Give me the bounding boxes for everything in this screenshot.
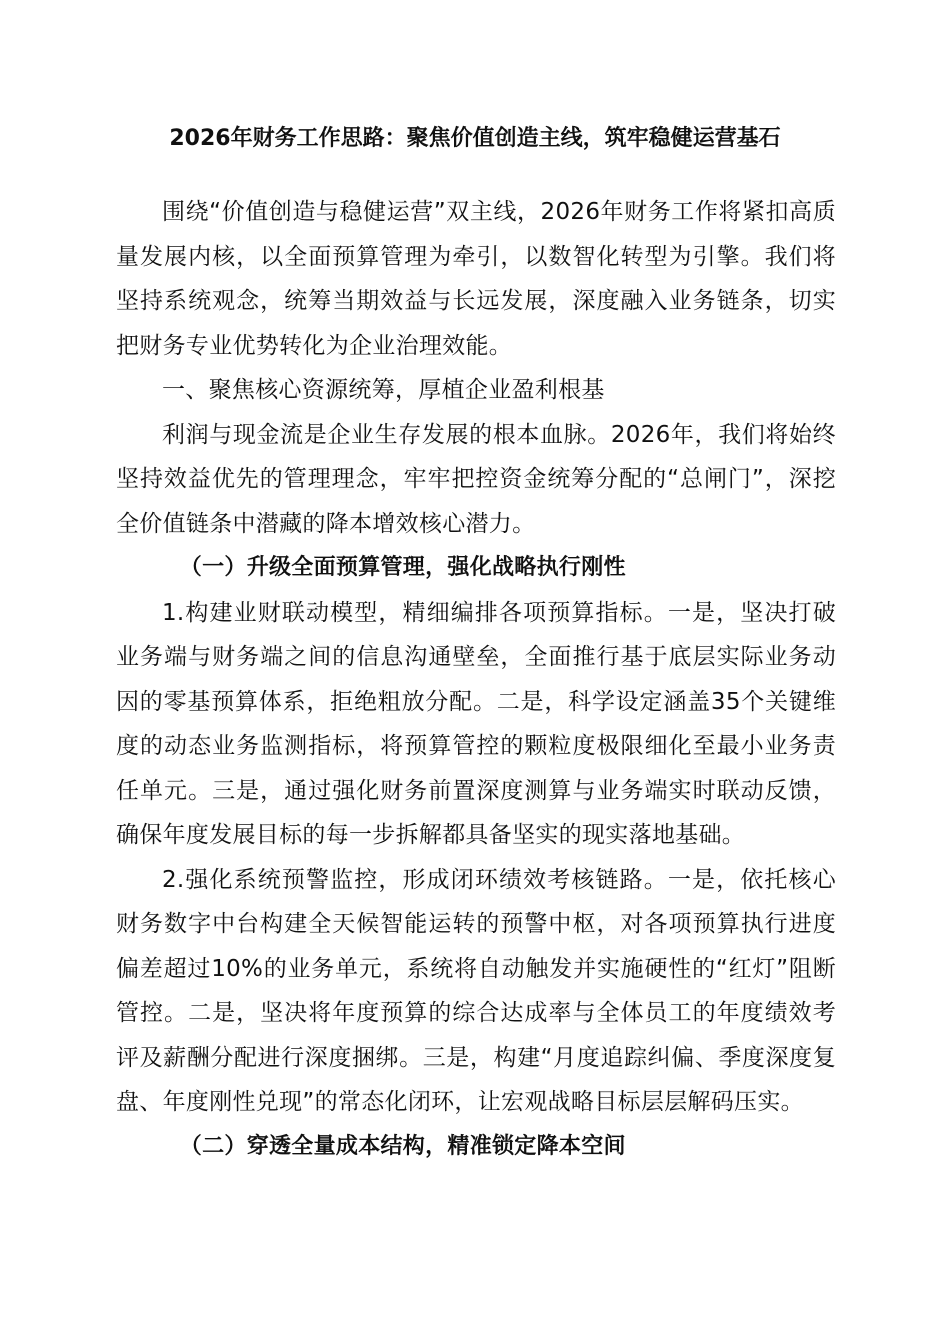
section-heading-1: 一、聚焦核心资源统筹，厚植企业盈利根基 (162, 377, 605, 403)
document-title: 2026年财务工作思路：聚焦价值创造主线，筑牢稳健运营基石 (169, 126, 781, 151)
subsection-heading-2: （二）穿透全量成本结构，精准锁定降本空间 (179, 1133, 626, 1159)
subsection-1-item-1: 1.构建业财联动模型，精细编排各项预算指标。一是，坚决打破业务端与财务端之间的信息沟通壁垒，全面推行基于底层实际业务动因的零基预算体系，拒绝粗放分配。二是，科学设定涵盖35个关键维度的动态业务监测指标，将预算管控的颗粒度极限细化至最小业务责任单元。三是，通过强化财务前置深度测算与业务端实时联动反馈，确保年度发展目标的每一步拆解都具备坚实的现实落地基础。 (116, 599, 836, 848)
subsection-heading-1: （一）升级全面预算管理，强化战略执行刚性 (179, 555, 626, 580)
intro-paragraph: 围绕“价值创造与稳健运营”双主线，2026年财务工作将紧扣高质量发展内核，以全面预算管理为牵引，以数智化转型为引擎。我们将坚持系统观念，统筹当期效益与长远发展，深度融入业务链条，切实把财务专业优势转化为企业治理效能。 (116, 199, 836, 359)
section-1-paragraph: 利润与现金流是企业生存发展的根本血脉。2026年，我们将始终坚持效益优先的管理理念，牢牢把控资金统筹分配的“总闸门”，深挖全价值链条中潜藏的降本增效核心潜力。 (116, 421, 836, 537)
subsection-1-item-2: 2.强化系统预警监控，形成闭环绩效考核链路。一是，依托核心财务数字中台构建全天候智能运转的预警中枢，对各项预算执行进度偏差超过10%的业务单元，系统将自动触发并实施硬性的“红灯”阻断管控。二是，坚决将年度预算的综合达成率与全体员工的年度绩效考评及薪酬分配进行深度捆绑。三是，构建“月度追踪纠偏、季度深度复盘、年度刚性兑现”的常态化闭环，让宏观战略目标层层解码压实。 (116, 866, 836, 1115)
document-body (116, 190, 836, 1169)
